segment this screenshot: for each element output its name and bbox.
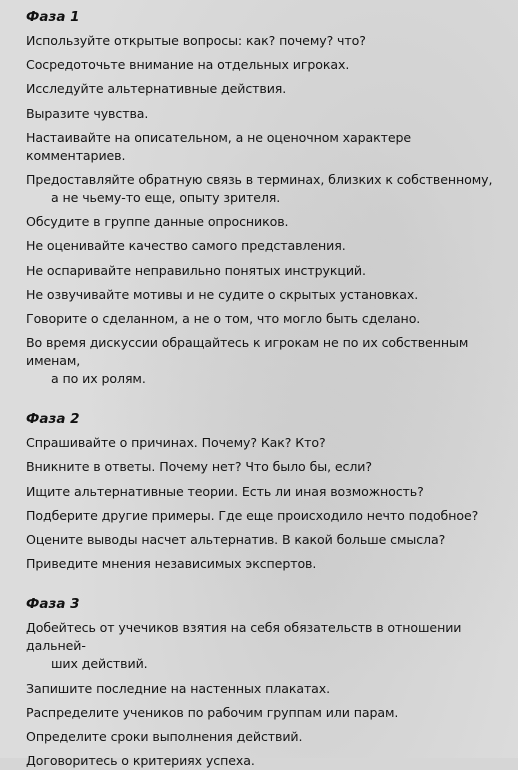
phase-2-title: Фаза 2 — [26, 411, 80, 428]
list-item — [26, 434, 500, 452]
list-item — [26, 56, 500, 74]
item-text: Выразите чувства. — [26, 105, 149, 121]
item-text: Говорите о сделанном, а не о том, что могло быть сделано. — [26, 310, 421, 326]
phase-3-list — [26, 619, 500, 770]
item-text: Вникните в ответы. Почему нет? Что было бы, если? — [26, 459, 372, 475]
item-text: Спрашивайте о причинах. Почему? Как? Кто? — [26, 435, 326, 451]
list-item — [26, 32, 500, 50]
list-item — [26, 752, 500, 770]
item-text: Не оценивайте качество самого представления. — [26, 238, 346, 254]
phase-1-title: Фаза 1 — [26, 9, 80, 25]
item-text: Договоритесь о критериях успеха. — [26, 753, 255, 769]
item-continuation: ших действий. — [51, 656, 148, 672]
item-text: Запишите последние на настенных плакатах. — [26, 680, 331, 696]
list-item — [26, 483, 500, 501]
item-text: Сосредоточьте внимание на отдельных игроках. — [26, 57, 350, 73]
item-text: Добейтесь от учечиков взятия на себя обязательств в отношении дальней- — [26, 620, 462, 654]
item-text: Во время дискуссии обращайтесь к игрокам не по их собственным именам, — [26, 335, 469, 369]
item-text: Определите сроки выполнения действий. — [26, 728, 303, 744]
section-spacer — [26, 394, 500, 410]
phase-1-section — [26, 8, 500, 388]
list-item — [26, 80, 500, 98]
item-text: Используйте открытые вопросы: как? почему? что? — [26, 33, 366, 48]
list-item — [26, 555, 500, 573]
item-text: Не оспаривайте неправильно понятых инструкций. — [26, 262, 366, 278]
list-item — [26, 262, 500, 280]
list-item — [26, 237, 500, 255]
item-continuation: а по их ролям. — [51, 371, 146, 387]
list-item — [26, 458, 500, 476]
item-text: Подберите другие примеры. Где еще происходило нечто подобное? — [26, 507, 479, 523]
list-item — [26, 286, 500, 304]
item-text: Приведите мнения независимых экспертов. — [26, 556, 317, 572]
item-text: Исследуйте альтернативные действия. — [26, 81, 287, 97]
item-text: Ищите альтернативные теории. Есть ли иная возможность? — [26, 483, 424, 499]
item-continuation: а не чьему-то еще, опыту зрителя. — [51, 189, 281, 205]
item-text: Обсудите в группе данные опросников. — [26, 214, 289, 230]
list-item — [26, 105, 500, 123]
item-text: Не озвучивайте мотивы и не судите о скрытых установках. — [26, 286, 419, 302]
list-item — [26, 619, 500, 673]
list-item — [26, 129, 500, 165]
phase-3-title: Фаза 3 — [26, 596, 80, 613]
list-item — [26, 704, 500, 722]
list-item — [26, 171, 500, 207]
item-text: Предоставляйте обратную связь в терминах, близких к собственному, — [26, 171, 493, 187]
list-item — [26, 310, 500, 328]
section-spacer — [26, 579, 500, 595]
list-item — [26, 334, 500, 388]
phase-2-section — [26, 410, 500, 573]
list-item — [26, 728, 500, 746]
list-item — [26, 213, 500, 231]
item-text: Распределите учеников по рабочим группам или парам. — [26, 704, 399, 720]
list-item — [26, 507, 500, 525]
item-text: Оцените выводы насчет альтернатив. В какой больше смысла? — [26, 532, 446, 547]
item-text: Настаивайте на описательном, а не оценочном характере комментариев. — [26, 129, 412, 163]
list-item — [26, 531, 500, 549]
list-item — [26, 680, 500, 698]
phase-2-list — [26, 434, 500, 573]
phase-1-list — [26, 32, 500, 388]
phase-3-section — [26, 595, 500, 770]
